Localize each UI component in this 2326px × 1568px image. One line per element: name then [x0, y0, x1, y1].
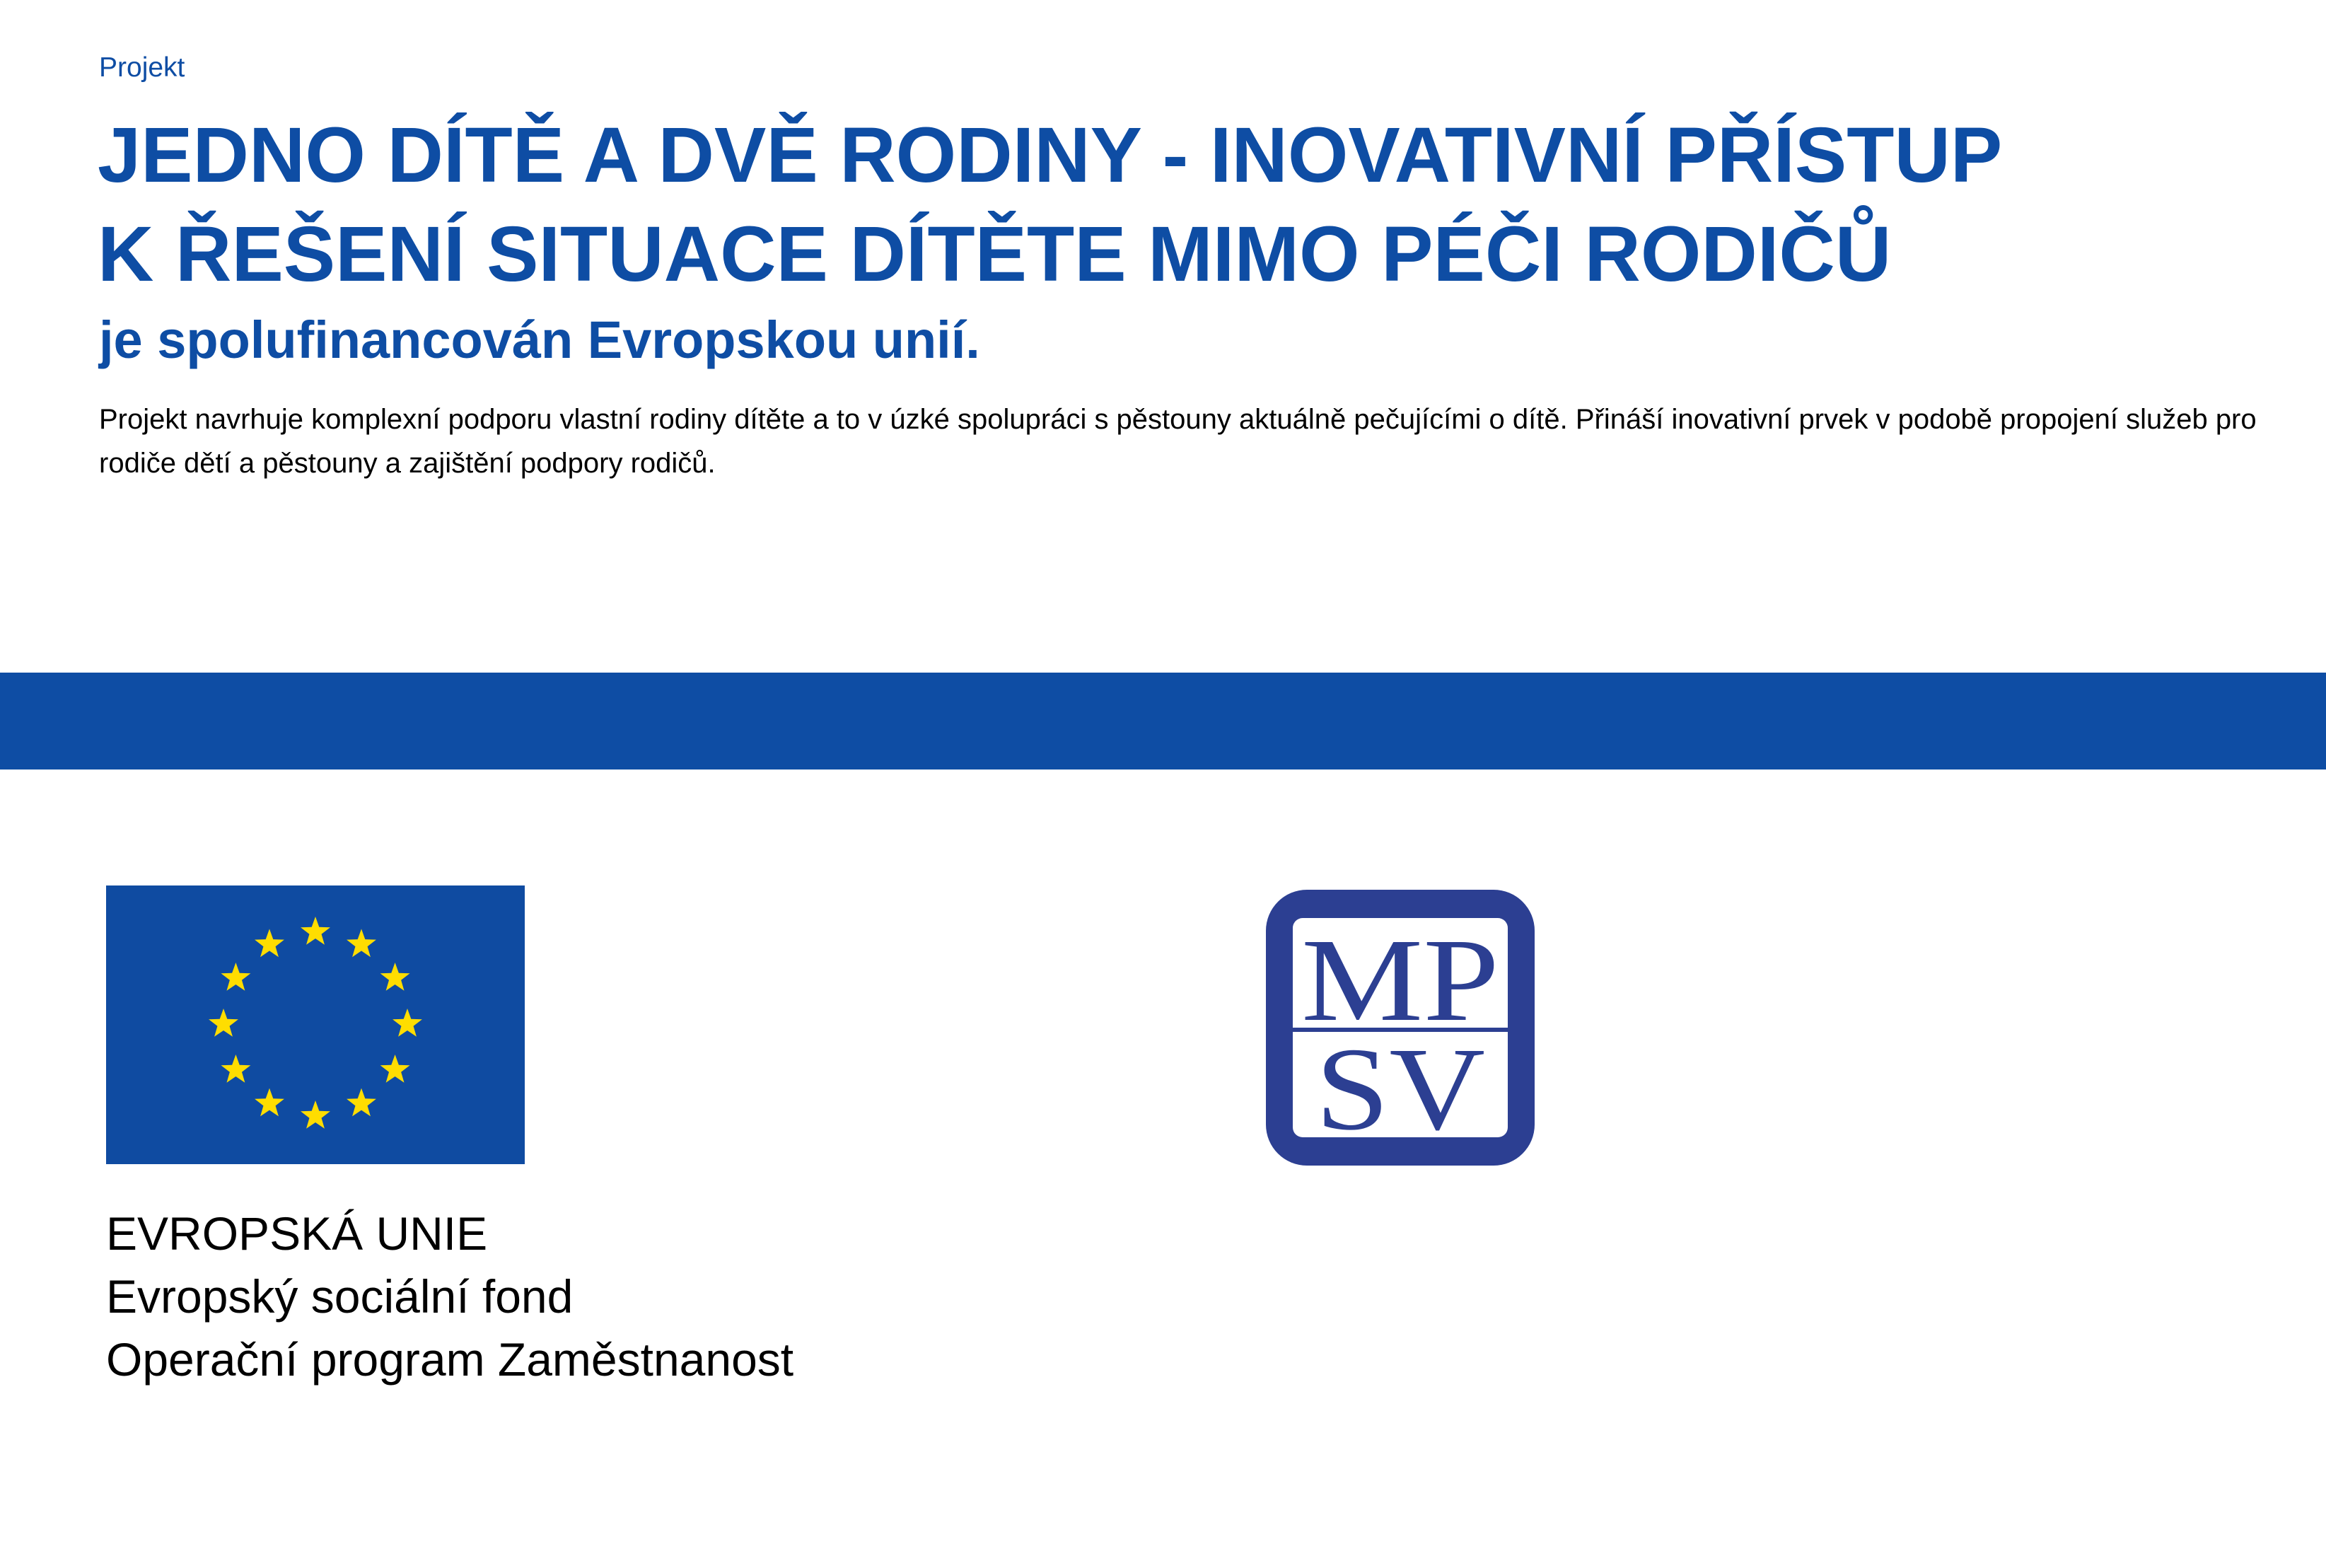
eu-flag-icon: [106, 885, 525, 1164]
project-label: Projekt: [99, 52, 185, 83]
cofinancing-subtitle: je spolufinancován Evropskou unií.: [99, 310, 980, 369]
blue-divider-band: [0, 673, 2326, 770]
project-description: Projekt navrhuje komplexní podporu vlastní rodiny dítěte a to v úzké spolupráci s pěstouny aktuálně pečujícími o dítě. Přináší inovativní prvek v podobě propojení služeb pro rodiče dětí a pěstouny a zajištění podpory rodičů.: [99, 404, 2257, 479]
title-line-2: K ŘEŠENÍ SITUACE DÍTĚTE MIMO PÉČI RODIČŮ: [98, 211, 1892, 298]
project-title: [98, 106, 2002, 304]
eu-text-block: [106, 1202, 793, 1391]
mpsv-logo-bottom-text: SV: [1315, 1023, 1485, 1155]
eu-line-programme: Operační program Zaměstnanost: [106, 1333, 794, 1386]
eu-line-fund: Evropský sociální fond: [106, 1270, 574, 1323]
mpsv-logo-top-text: MP: [1301, 914, 1499, 1046]
eu-line-union: EVROPSKÁ UNIE: [106, 1207, 488, 1260]
title-line-1: JEDNO DÍTĚ A DVĚ RODINY - INOVATIVNÍ PŘÍSTUP: [98, 112, 2003, 199]
mpsv-logo-icon: [1266, 890, 1535, 1166]
